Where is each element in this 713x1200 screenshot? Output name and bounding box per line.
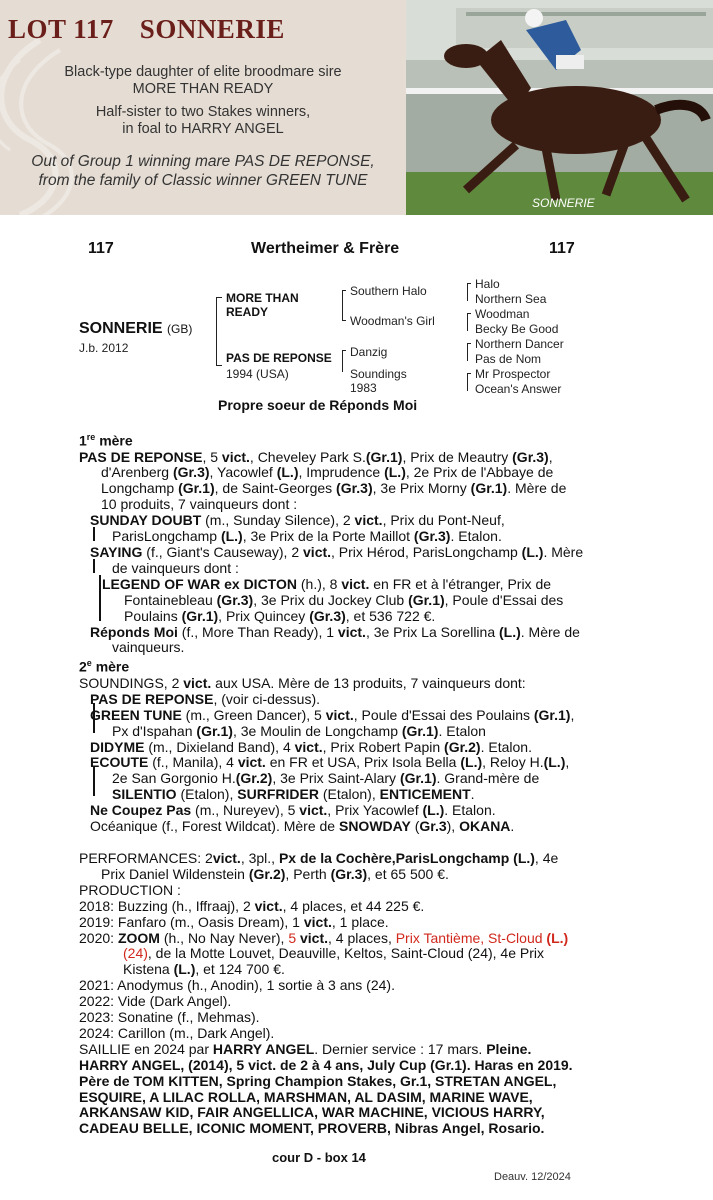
catalog-lot-number-right: 117 bbox=[549, 240, 575, 257]
produce-green-tune: GREEN TUNE (m., Green Dancer), 5 vict., Poule d'Essai des Poulains (Gr.1), Px d'Ispahan (Gr.1), 3e Moulin de Longchamp (Gr.1). Etalon bbox=[90, 706, 575, 739]
first-dam-heading: 1re mère bbox=[79, 432, 133, 449]
pedigree-horse-name bbox=[79, 320, 192, 338]
second-dam-paragraph: SOUNDINGS, 2 vict. aux USA. Mère de 13 produits, 7 vainqueurs dont: bbox=[79, 674, 526, 691]
pitch-1a: Black-type daughter of elite broodmare sire bbox=[64, 64, 342, 80]
pedigree-ggs: Mr Prospector bbox=[475, 367, 551, 381]
bracket-gg4 bbox=[467, 373, 468, 391]
horse-name-title: SONNERIE bbox=[139, 14, 285, 44]
production-2022: 2022: Vide (Dark Angel). bbox=[79, 993, 232, 1010]
second-dam-heading: 2e mère bbox=[79, 658, 130, 675]
sale-date: Deauv. 12/2024 bbox=[494, 1171, 571, 1183]
first-dam-paragraph: PAS DE REPONSE, 5 vict., Cheveley Park S.(Gr.1), Prix de Meautry (Gr.3), d'Arenberg (Gr.3), Yacowlef (L.), Imprudence (L.), 2e Prix de l'Abbaye de Longchamp (Gr.1), de Saint-Georges (Gr.3), 3e Prix Morny (Gr.1). Mère de 10 produits, 7 vainqueurs dont : bbox=[79, 448, 567, 513]
pitch-3b: from the family of Classic winner GREEN TUNE bbox=[38, 172, 368, 189]
production-2020: 2020: ZOOM (h., No Nay Never), 5 vict., 4 places, Prix Tantième, St-Cloud (L.) (24), de la Motte Louvet, Deauville, Keltos, Saint-Cloud (24), 4e Prix Kistena (L.), et 124 700 €. bbox=[79, 929, 569, 978]
covering-paragraph: SAILLIE en 2024 par HARRY ANGEL. Dernier service : 17 mars. Pleine. HARRY ANGEL, (2014), 5 vict. de 2 à 4 ans, July Cup (Gr.1). Haras en 2019. Père de TOM KITTEN, Spring Champion Stakes, Gr.1, STRETAN ANGEL, ESQUIRE, A LILAC ROLLA, MARSHMAN, AL DASIM, MARINE WAVE, ARKANSAW KID, FAIR ANGELLICA, WAR MACHINE, VICIOUS HARRY, CADEAU BELLE, ICONIC MOMENT, PROVERB, Nibras Angel, Rosario. bbox=[79, 1040, 573, 1137]
pedigree-ggs: Northern Sea bbox=[475, 292, 547, 306]
pedigree-gs4-year: 1983 bbox=[350, 381, 377, 395]
lot-title bbox=[8, 14, 285, 45]
pedigree-ggs: Becky Be Good bbox=[475, 322, 559, 336]
bracket-tick bbox=[467, 343, 471, 344]
bracket-tick bbox=[342, 290, 346, 291]
indent-bar bbox=[93, 527, 95, 541]
spacer bbox=[79, 835, 584, 851]
production-2019: 2019: Fanfaro (m., Oasis Dream), 1 vict., 1 place. bbox=[79, 913, 389, 930]
indent-bar bbox=[93, 766, 95, 796]
bracket-sire bbox=[342, 290, 343, 320]
production-2021: 2021: Anodymus (h., Anodin), 1 sortie à 3 ans (24). bbox=[79, 977, 395, 994]
bracket-dam bbox=[342, 350, 343, 372]
bracket-tick bbox=[342, 320, 346, 321]
pedigree-ggs: Halo bbox=[475, 277, 500, 291]
bracket-tick bbox=[342, 350, 346, 351]
pitch-line-1 bbox=[0, 64, 406, 98]
produce-legend-of-war: LEGEND OF WAR ex DICTON (h.), 8 vict. en FR et à l'étranger, Prix de Fontainebleau (Gr.3), 3e Prix du Jockey Club (Gr.1), Poule d'Essai des Poulains (Gr.1), Prix Quincey (Gr.3), et 536 722 €. bbox=[102, 575, 564, 624]
pedigree-dam-year: 1994 (USA) bbox=[226, 367, 289, 381]
bracket-tick bbox=[216, 297, 222, 298]
pedigree-ggs: Northern Dancer bbox=[475, 337, 564, 351]
pitch-2b: in foal to HARRY ANGEL bbox=[122, 121, 284, 137]
pedigree-ggs: Ocean's Answer bbox=[475, 382, 562, 396]
pedigree-dam: PAS DE REPONSE bbox=[226, 351, 332, 365]
pedigree-country: (GB) bbox=[167, 322, 193, 336]
stall-location: cour D - box 14 bbox=[272, 1150, 366, 1165]
bracket-gg2 bbox=[467, 313, 468, 331]
pitch-line-2 bbox=[0, 104, 406, 138]
pedigree-gs3: Danzig bbox=[350, 345, 388, 359]
racehorse-photo-icon bbox=[406, 0, 713, 215]
pedigree-gs4: Soundings bbox=[350, 367, 407, 381]
consignor-name: Wertheimer & Frère bbox=[251, 240, 400, 257]
indent-bar bbox=[99, 575, 101, 621]
produce-ne-coupez-pas: Ne Coupez Pas (m., Nureyev), 5 vict., Prix Yacowlef (L.). Etalon. bbox=[90, 802, 496, 819]
produce-reponds-moi: Réponds Moi (f., More Than Ready), 1 vict., 3e Prix La Sorellina (L.). Mère de vainqueurs. bbox=[90, 623, 580, 656]
produce-sunday-doubt: SUNDAY DOUBT (m., Sunday Silence), 2 vict., Prix du Pont-Neuf, ParisLongchamp (L.), 3e Prix de la Porte Maillot (Gr.3). Etalon. bbox=[90, 512, 505, 545]
pedigree-horse: SONNERIE bbox=[79, 320, 163, 337]
photo-caption: SONNERIE bbox=[532, 196, 595, 210]
bracket-gg3 bbox=[467, 343, 468, 361]
pitch-1b: MORE THAN READY bbox=[132, 81, 274, 97]
bracket-parents bbox=[216, 297, 217, 366]
production-2023: 2023: Sonatine (f., Mehmas). bbox=[79, 1009, 260, 1026]
pedigree-ggs: Woodman bbox=[475, 307, 530, 321]
production-heading: PRODUCTION : bbox=[79, 881, 181, 898]
indent-bar bbox=[93, 703, 95, 733]
produce-ecoute: ECOUTE (f., Manila), 4 vict. en FR et USA, Prix Isola Bella (L.), Reloy H.(L.), 2e San Gorgonio H.(Gr.2), 3e Prix Saint-Alary (Gr.1). Grand-mère de SILENTIO (Etalon), SURFRIDER (Etalon), ENTICEMENT. bbox=[90, 754, 570, 803]
pedigree-note: Propre soeur de Réponds Moi bbox=[218, 397, 418, 413]
bracket-tick bbox=[467, 373, 471, 374]
bracket-tick bbox=[467, 313, 471, 314]
pedigree-sire: MORE THAN READY bbox=[226, 291, 299, 319]
horse-photo bbox=[406, 0, 713, 215]
catalog-lot-number-left: 117 bbox=[88, 240, 114, 257]
pedigree-gs1: Southern Halo bbox=[350, 284, 427, 298]
indent-bar bbox=[93, 559, 95, 573]
pitch-2a: Half-sister to two Stakes winners, bbox=[95, 104, 311, 120]
catalog-text bbox=[79, 430, 584, 1137]
pedigree-ggs: Pas de Nom bbox=[475, 352, 542, 366]
lot-header-panel bbox=[0, 0, 406, 215]
production-2024: 2024: Carillon (m., Dark Angel). bbox=[79, 1024, 275, 1041]
produce-pas-de-reponse: PAS DE REPONSE, (voir ci-dessus). bbox=[90, 690, 321, 707]
lot-number: LOT 117 bbox=[8, 14, 114, 44]
production-2018: 2018: Buzzing (h., Iffraaj), 2 vict., 4 places, et 44 225 €. bbox=[79, 897, 425, 914]
bracket-tick bbox=[216, 365, 222, 366]
produce-didyme: DIDYME (m., Dixieland Band), 4 vict., Prix Robert Papin (Gr.2). Etalon. bbox=[90, 738, 532, 755]
bracket-tick bbox=[467, 283, 471, 284]
produce-saying: SAYING (f., Giant's Causeway), 2 vict., Prix Hérod, ParisLongchamp (L.). Mère de vainqueurs dont : bbox=[90, 544, 584, 576]
bracket-gg1 bbox=[467, 283, 468, 301]
produce-oceanique: Océanique (f., Forest Wildcat). Mère de SNOWDAY (Gr.3), OKANA. bbox=[90, 818, 515, 835]
pitch-3a: Out of Group 1 winning mare PAS DE REPONSE, bbox=[31, 153, 375, 170]
performances-paragraph: PERFORMANCES: 2vict., 3pl., Px de la Cochère,ParisLongchamp (L.), 4e Prix Daniel Wildenstein (Gr.2), Perth (Gr.3), et 65 500 €. bbox=[79, 849, 559, 882]
pedigree-born: J.b. 2012 bbox=[79, 341, 129, 355]
pedigree-gs2: Woodman's Girl bbox=[350, 314, 435, 328]
pitch-line-3 bbox=[0, 152, 406, 190]
